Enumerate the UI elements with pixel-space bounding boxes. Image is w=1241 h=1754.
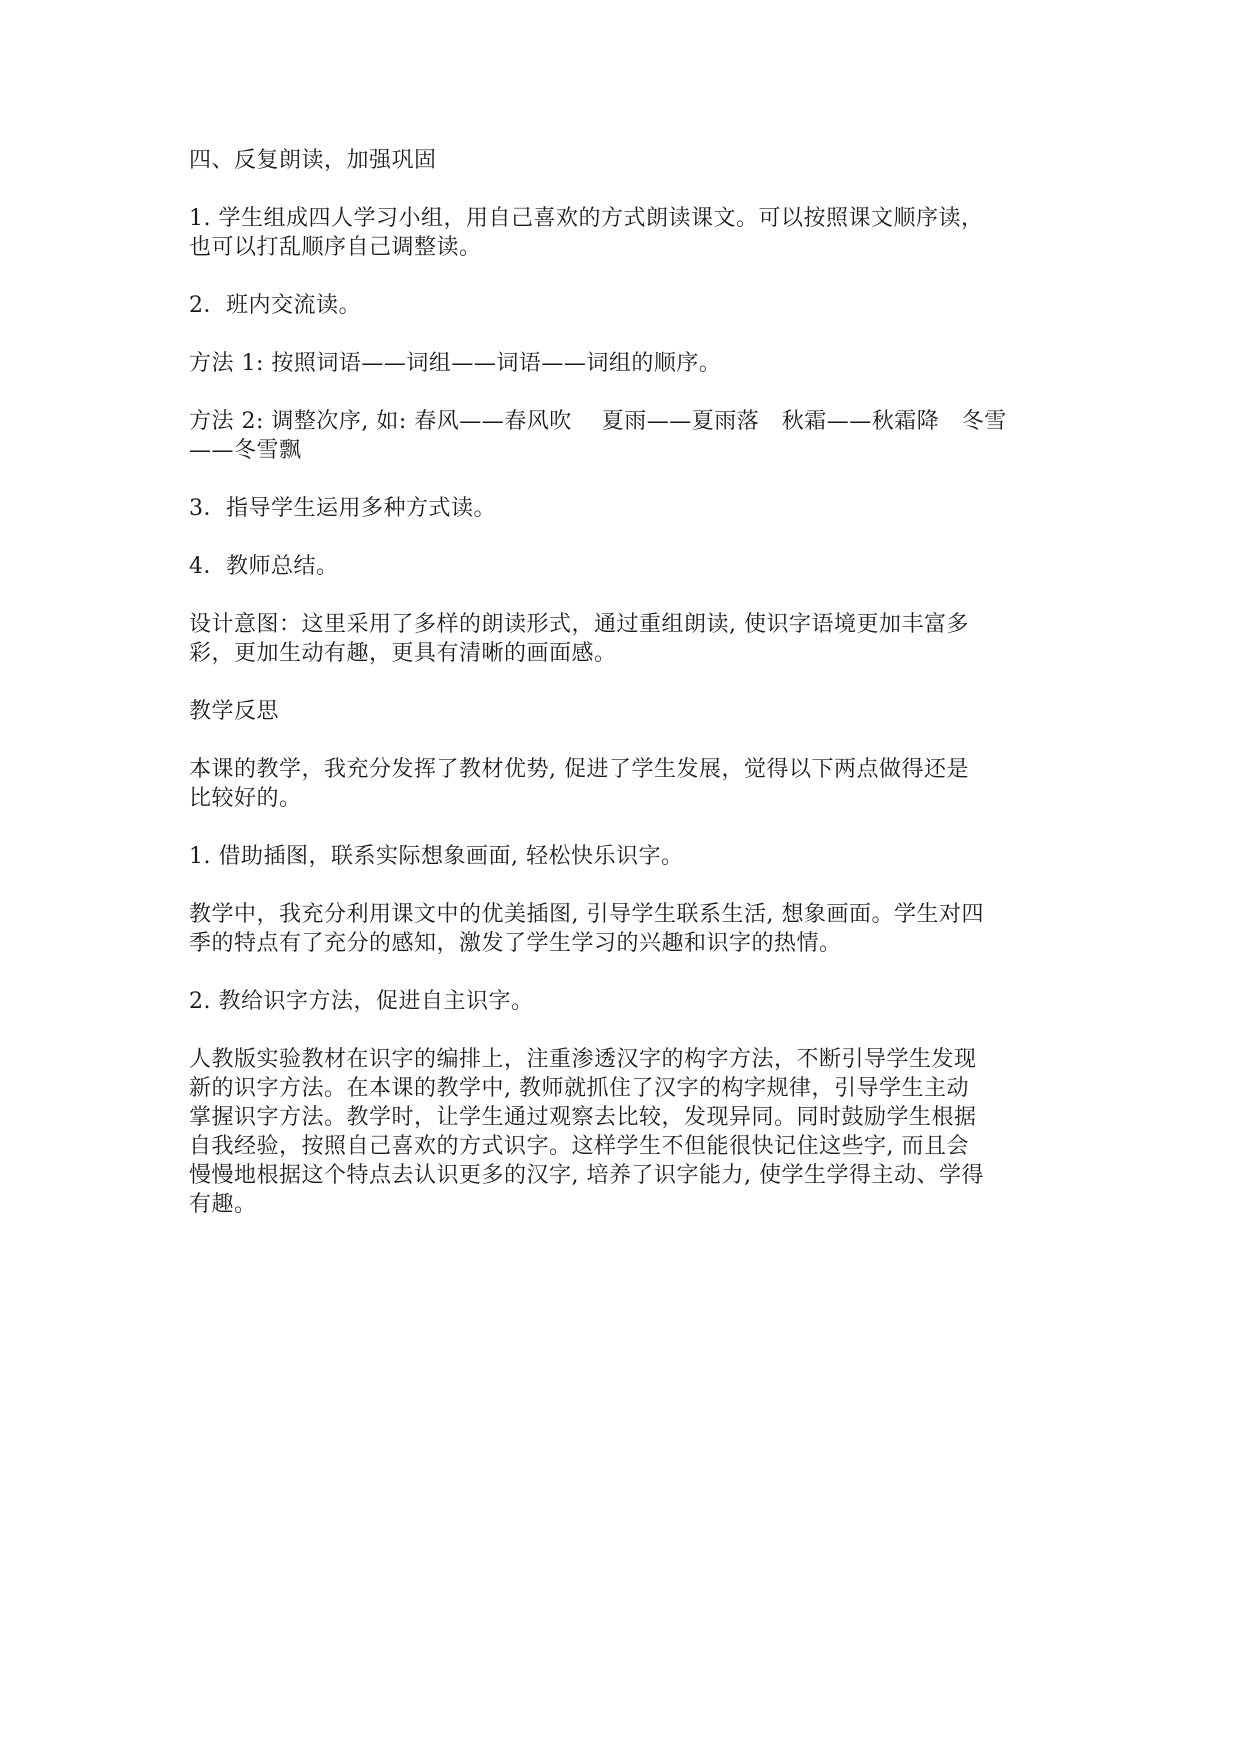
text-line: 自我经验，按照自己喜欢的方式识字。这样学生不但能很快记住这些字, 而且会 <box>189 1134 969 1159</box>
text-line: 四、反复朗读，加强巩固 <box>189 148 437 173</box>
paragraph <box>189 494 1059 523</box>
document-page <box>189 146 1059 1248</box>
text-line: 人教版实验教材在识字的编排上，注重渗透汉字的构字方法，不断引导学生发现 <box>189 1047 977 1072</box>
text-line: 教学中，我充分利用课文中的优美插图, 引导学生联系生活, 想象画面。学生对四 <box>189 902 984 927</box>
section-heading <box>189 146 1059 175</box>
text-line: 1. 学生组成四人学习小组，用自己喜欢的方式朗读课文。可以按照课文顺序读， <box>189 206 984 231</box>
paragraph <box>189 987 1059 1016</box>
text-line: 慢慢地根据这个特点去认识更多的汉字, 培养了识字能力, 使学生学得主动、学得 <box>189 1163 984 1188</box>
paragraph <box>189 1045 1059 1219</box>
paragraph <box>189 900 1059 958</box>
text-line: 也可以打乱顺序自己调整读。 <box>189 235 482 260</box>
text-line: 2．班内交流读。 <box>189 293 361 318</box>
paragraph <box>189 842 1059 871</box>
paragraph <box>189 407 1059 465</box>
text-line: 本课的教学，我充分发挥了教材优势, 促进了学生发展，觉得以下两点做得还是 <box>189 757 969 782</box>
text-line: 掌握识字方法。教学时，让学生通过观察去比较，发现异同。同时鼓励学生根据 <box>189 1105 977 1130</box>
paragraph <box>189 204 1059 262</box>
text-line: 季的特点有了充分的感知，激发了学生学习的兴趣和识字的热情。 <box>189 931 842 956</box>
text-line: ——冬雪飘 <box>189 438 302 463</box>
text-line: 方法 2: 调整次序, 如: 春风——春风吹 夏雨——夏雨落 秋霜——秋霜降 冬雪 <box>189 409 1007 434</box>
text-line: 1. 借助插图，联系实际想象画面, 轻松快乐识字。 <box>189 844 684 869</box>
paragraph <box>189 610 1059 668</box>
text-line: 方法 1: 按照词语——词组——词语——词组的顺序。 <box>189 351 722 376</box>
text-line: 有趣。 <box>189 1192 257 1217</box>
paragraph <box>189 755 1059 813</box>
paragraph <box>189 349 1059 378</box>
text-line: 彩，更加生动有趣，更具有清晰的画面感。 <box>189 641 617 666</box>
text-line: 2. 教给识字方法，促进自主识字。 <box>189 989 534 1014</box>
text-line: 新的识字方法。在本课的教学中, 教师就抓住了汉字的构字规律，引导学生主动 <box>189 1076 969 1101</box>
text-line: 比较好的。 <box>189 786 302 811</box>
text-line: 教学反思 <box>189 699 280 724</box>
paragraph <box>189 291 1059 320</box>
paragraph <box>189 552 1059 581</box>
text-line: 3．指导学生运用多种方式读。 <box>189 496 496 521</box>
text-line: 设计意图：这里采用了多样的朗读形式，通过重组朗读, 使识字语境更加丰富多 <box>189 612 969 637</box>
section-heading <box>189 697 1059 726</box>
text-line: 4．教师总结。 <box>189 554 339 579</box>
